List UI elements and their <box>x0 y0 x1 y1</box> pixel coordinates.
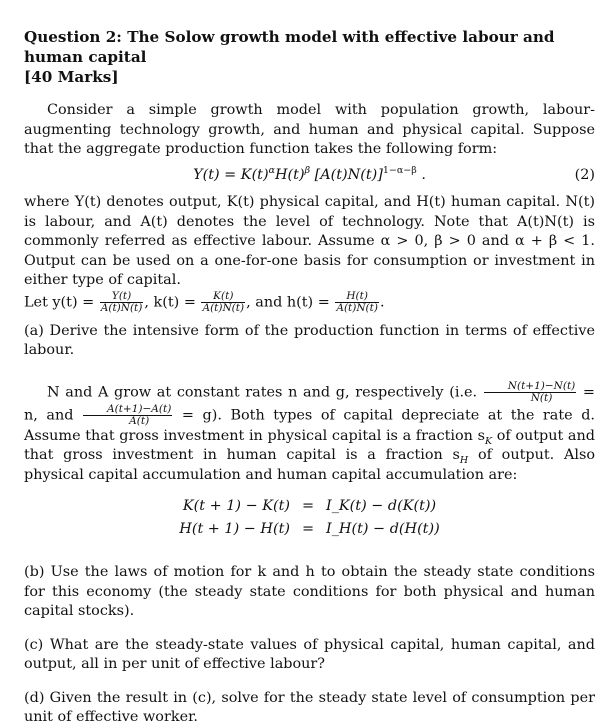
a-growth-num: A(t+1)−A(t) <box>83 404 172 416</box>
growth-paragraph <box>24 381 595 486</box>
h-num: H(t) <box>335 291 379 303</box>
intensive-prefix: Let y(t) = <box>24 294 99 310</box>
y-fraction <box>100 291 144 314</box>
accumulation-row <box>173 518 445 541</box>
accum-rhs: I_H(t) − d(H(t)) <box>326 521 440 537</box>
question-title-text: Question 2: The Solow growth model with effective labour and human capital <box>24 28 555 66</box>
equation-number: (2) <box>574 166 595 183</box>
k-num: K(t) <box>201 291 245 303</box>
accum-lhs: K(t + 1) − K(t) <box>182 498 290 514</box>
intensive-definitions <box>24 291 595 314</box>
accum-eq: = <box>301 498 315 514</box>
growth-text-4: of output and that gross investment in human capital is a fraction s <box>24 427 595 463</box>
pf-tail: . <box>416 166 426 183</box>
pf-rhs: [A(t)N(t)] <box>310 166 383 183</box>
part-c: (c) What are the steady-state values of physical capital, human capital, and output, all in per unit of effective labour? <box>24 636 595 672</box>
k-den: A(t)N(t) <box>202 301 245 314</box>
accumulation-row <box>173 495 445 518</box>
growth-text-5: of output. Also physical capital accumulation and human capital accumulation are: <box>24 447 595 483</box>
part-a: (a) Derive the intensive form of the production function in terms of effective labour. <box>24 322 595 358</box>
question-marks: [40 Marks] <box>24 68 119 86</box>
growth-text-1: N and A grow at constant rates n and g, respectively (i.e. <box>47 384 483 400</box>
question-page <box>24 27 595 728</box>
part-d: (d) Given the result in (c), solve for the steady state level of consumption per unit of effective worker. <box>24 689 595 725</box>
n-growth-num: N(t+1)−N(t) <box>484 381 576 393</box>
sH-subscript: H <box>459 454 469 466</box>
growth-text-3: = g). Both types of capital depreciate at the rate d. Assume that gross investment in physical capital is a fraction s <box>24 407 595 444</box>
pf-rhs-exp: 1−α−β <box>382 164 417 176</box>
h-fraction <box>335 291 379 314</box>
production-function-equation <box>24 166 595 186</box>
sK-subscript: K <box>484 435 493 447</box>
n-growth-den: N(t) <box>530 391 553 404</box>
a-growth-fraction <box>83 404 172 427</box>
accum-eq: = <box>301 521 315 537</box>
intensive-suffix: . <box>379 294 385 310</box>
growth-text-2: = n, and <box>24 384 595 423</box>
question-title <box>24 27 595 67</box>
k-fraction <box>201 291 245 314</box>
n-growth-fraction <box>484 381 576 404</box>
pf-beta: β <box>304 164 311 176</box>
h-label: , and h(t) = <box>246 294 335 310</box>
pf-alpha: α <box>268 164 275 176</box>
y-den: A(t)N(t) <box>100 301 143 314</box>
a-growth-den: A(t) <box>129 414 150 427</box>
part-b: (b) Use the laws of motion for k and h to obtain the steady state conditions for this economy (the steady state conditions for both physical and human capital stocks). <box>24 564 595 619</box>
accumulation-equations <box>24 495 595 541</box>
pf-mid: H(t) <box>275 166 305 183</box>
k-label: , k(t) = <box>144 294 201 310</box>
definitions-paragraph: where Y(t) denotes output, K(t) physical capital, and H(t) human capital. N(t) is labour, and A(t) denotes the level of technology. Note that A(t)N(t) is commonly referred as effective labour. Assume α > 0, β > 0 and α + β < 1. Output can be used on a one-for-one basis for consumption or investment in either type of capital. <box>24 194 595 288</box>
accum-lhs: H(t + 1) − H(t) <box>179 521 290 537</box>
intro-paragraph: Consider a simple growth model with population growth, labour-augmenting technology growth, and human and physical capital. Suppose that the aggregate production function takes the following form: <box>24 102 595 157</box>
y-num: Y(t) <box>100 291 144 303</box>
pf-lhs: Y(t) = K(t) <box>193 166 269 183</box>
h-den: A(t)N(t) <box>336 301 378 314</box>
accum-rhs: I_K(t) − d(K(t)) <box>326 498 437 514</box>
